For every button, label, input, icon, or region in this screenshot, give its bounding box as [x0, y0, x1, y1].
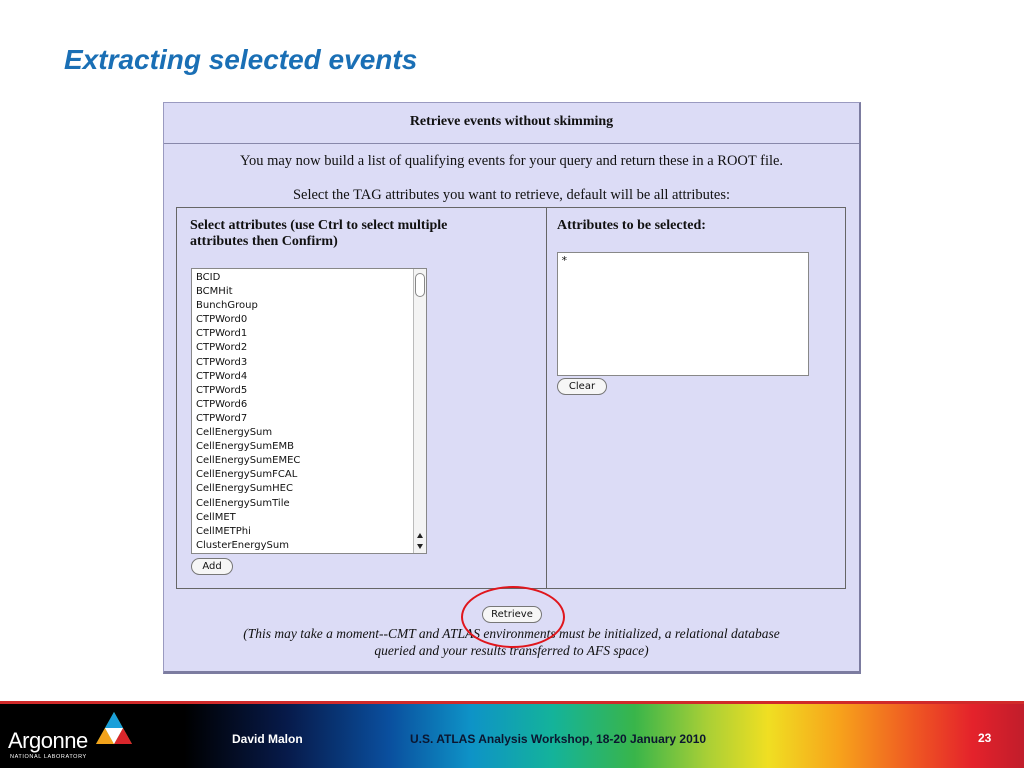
listbox-scrollbar[interactable] [413, 269, 426, 553]
list-item[interactable]: CTPWord6 [196, 398, 248, 410]
list-item[interactable]: CellEnergySumEMEC [196, 455, 301, 467]
scroll-down-arrow-icon[interactable] [417, 544, 423, 549]
select-prompt: Select the TAG attributes you want to retrieve, default will be all attributes: [292, 187, 731, 203]
list-item[interactable]: CTPWord7 [196, 412, 248, 424]
list-item[interactable]: ClusterEnergySum [196, 539, 289, 551]
list-item[interactable]: BCID [196, 272, 221, 283]
argonne-logo [8, 728, 88, 760]
footer-author: David Malon [232, 732, 303, 746]
attribute-listbox[interactable] [191, 268, 427, 554]
list-item[interactable]: CellMET [196, 511, 236, 523]
list-item[interactable]: CTPWord1 [196, 328, 248, 340]
available-heading-line2: attributes then Confirm) [190, 234, 338, 249]
list-item[interactable]: CellEnergySumTile [196, 497, 290, 509]
slide-title: Extracting selected events [64, 44, 418, 75]
retrieve-highlight-circle [461, 586, 565, 648]
list-item[interactable]: BunchGroup [196, 300, 258, 312]
list-item[interactable]: CellEnergySumHEC [196, 483, 293, 495]
scrollbar-thumb[interactable] [415, 273, 425, 297]
list-item[interactable]: CTPWord4 [196, 370, 248, 382]
list-item[interactable]: BCMHit [196, 286, 233, 298]
footer-divider [0, 701, 1024, 704]
available-attributes-column [177, 208, 547, 588]
list-item[interactable]: CellMETPhi [196, 525, 251, 537]
list-item[interactable]: CellEnergySumFCAL [196, 469, 298, 481]
list-item[interactable]: CTPWord2 [196, 342, 248, 354]
selected-attributes-column [547, 208, 845, 588]
form-header: Retrieve events without skimming [164, 103, 859, 144]
clear-button[interactable]: Clear [557, 378, 607, 395]
footer-event: U.S. ATLAS Analysis Workshop, 18-20 January 2010 [410, 732, 707, 746]
scroll-up-arrow-icon[interactable] [417, 533, 423, 538]
page-number: 23 [978, 731, 992, 745]
list-item[interactable]: CTPWord0 [196, 314, 248, 326]
argonne-triangle-icon [94, 710, 134, 746]
list-item[interactable]: CellEnergySum [196, 427, 273, 439]
note-line2: queried and your results transferred to AFS space) [374, 643, 649, 658]
list-item[interactable]: CTPWord5 [196, 384, 248, 396]
selected-attributes-textarea[interactable]: * [557, 252, 809, 376]
attribute-list [196, 271, 300, 553]
selected-attributes-heading: Attributes to be selected: [557, 218, 706, 233]
list-item[interactable]: CTPWord3 [196, 356, 248, 368]
retrieve-form-panel [163, 102, 861, 674]
list-item[interactable]: CellEnergySumEMB [196, 441, 294, 453]
intro-text: You may now build a list of qualifying events for your query and return these in a ROOT file. [239, 153, 784, 169]
note-line1: (This may take a moment--CMT and ATLAS environments must be initialized, a relational database [243, 626, 780, 641]
add-button[interactable]: Add [191, 558, 233, 575]
available-heading-line1: Select attributes (use Ctrl to select multiple [190, 218, 448, 233]
attribute-selection-area [176, 207, 846, 589]
retrieve-button[interactable]: Retrieve [482, 606, 542, 623]
logo-text: Argonne [8, 728, 88, 753]
logo-subtitle: NATIONAL LABORATORY [10, 754, 87, 760]
available-attributes-heading [190, 218, 447, 250]
